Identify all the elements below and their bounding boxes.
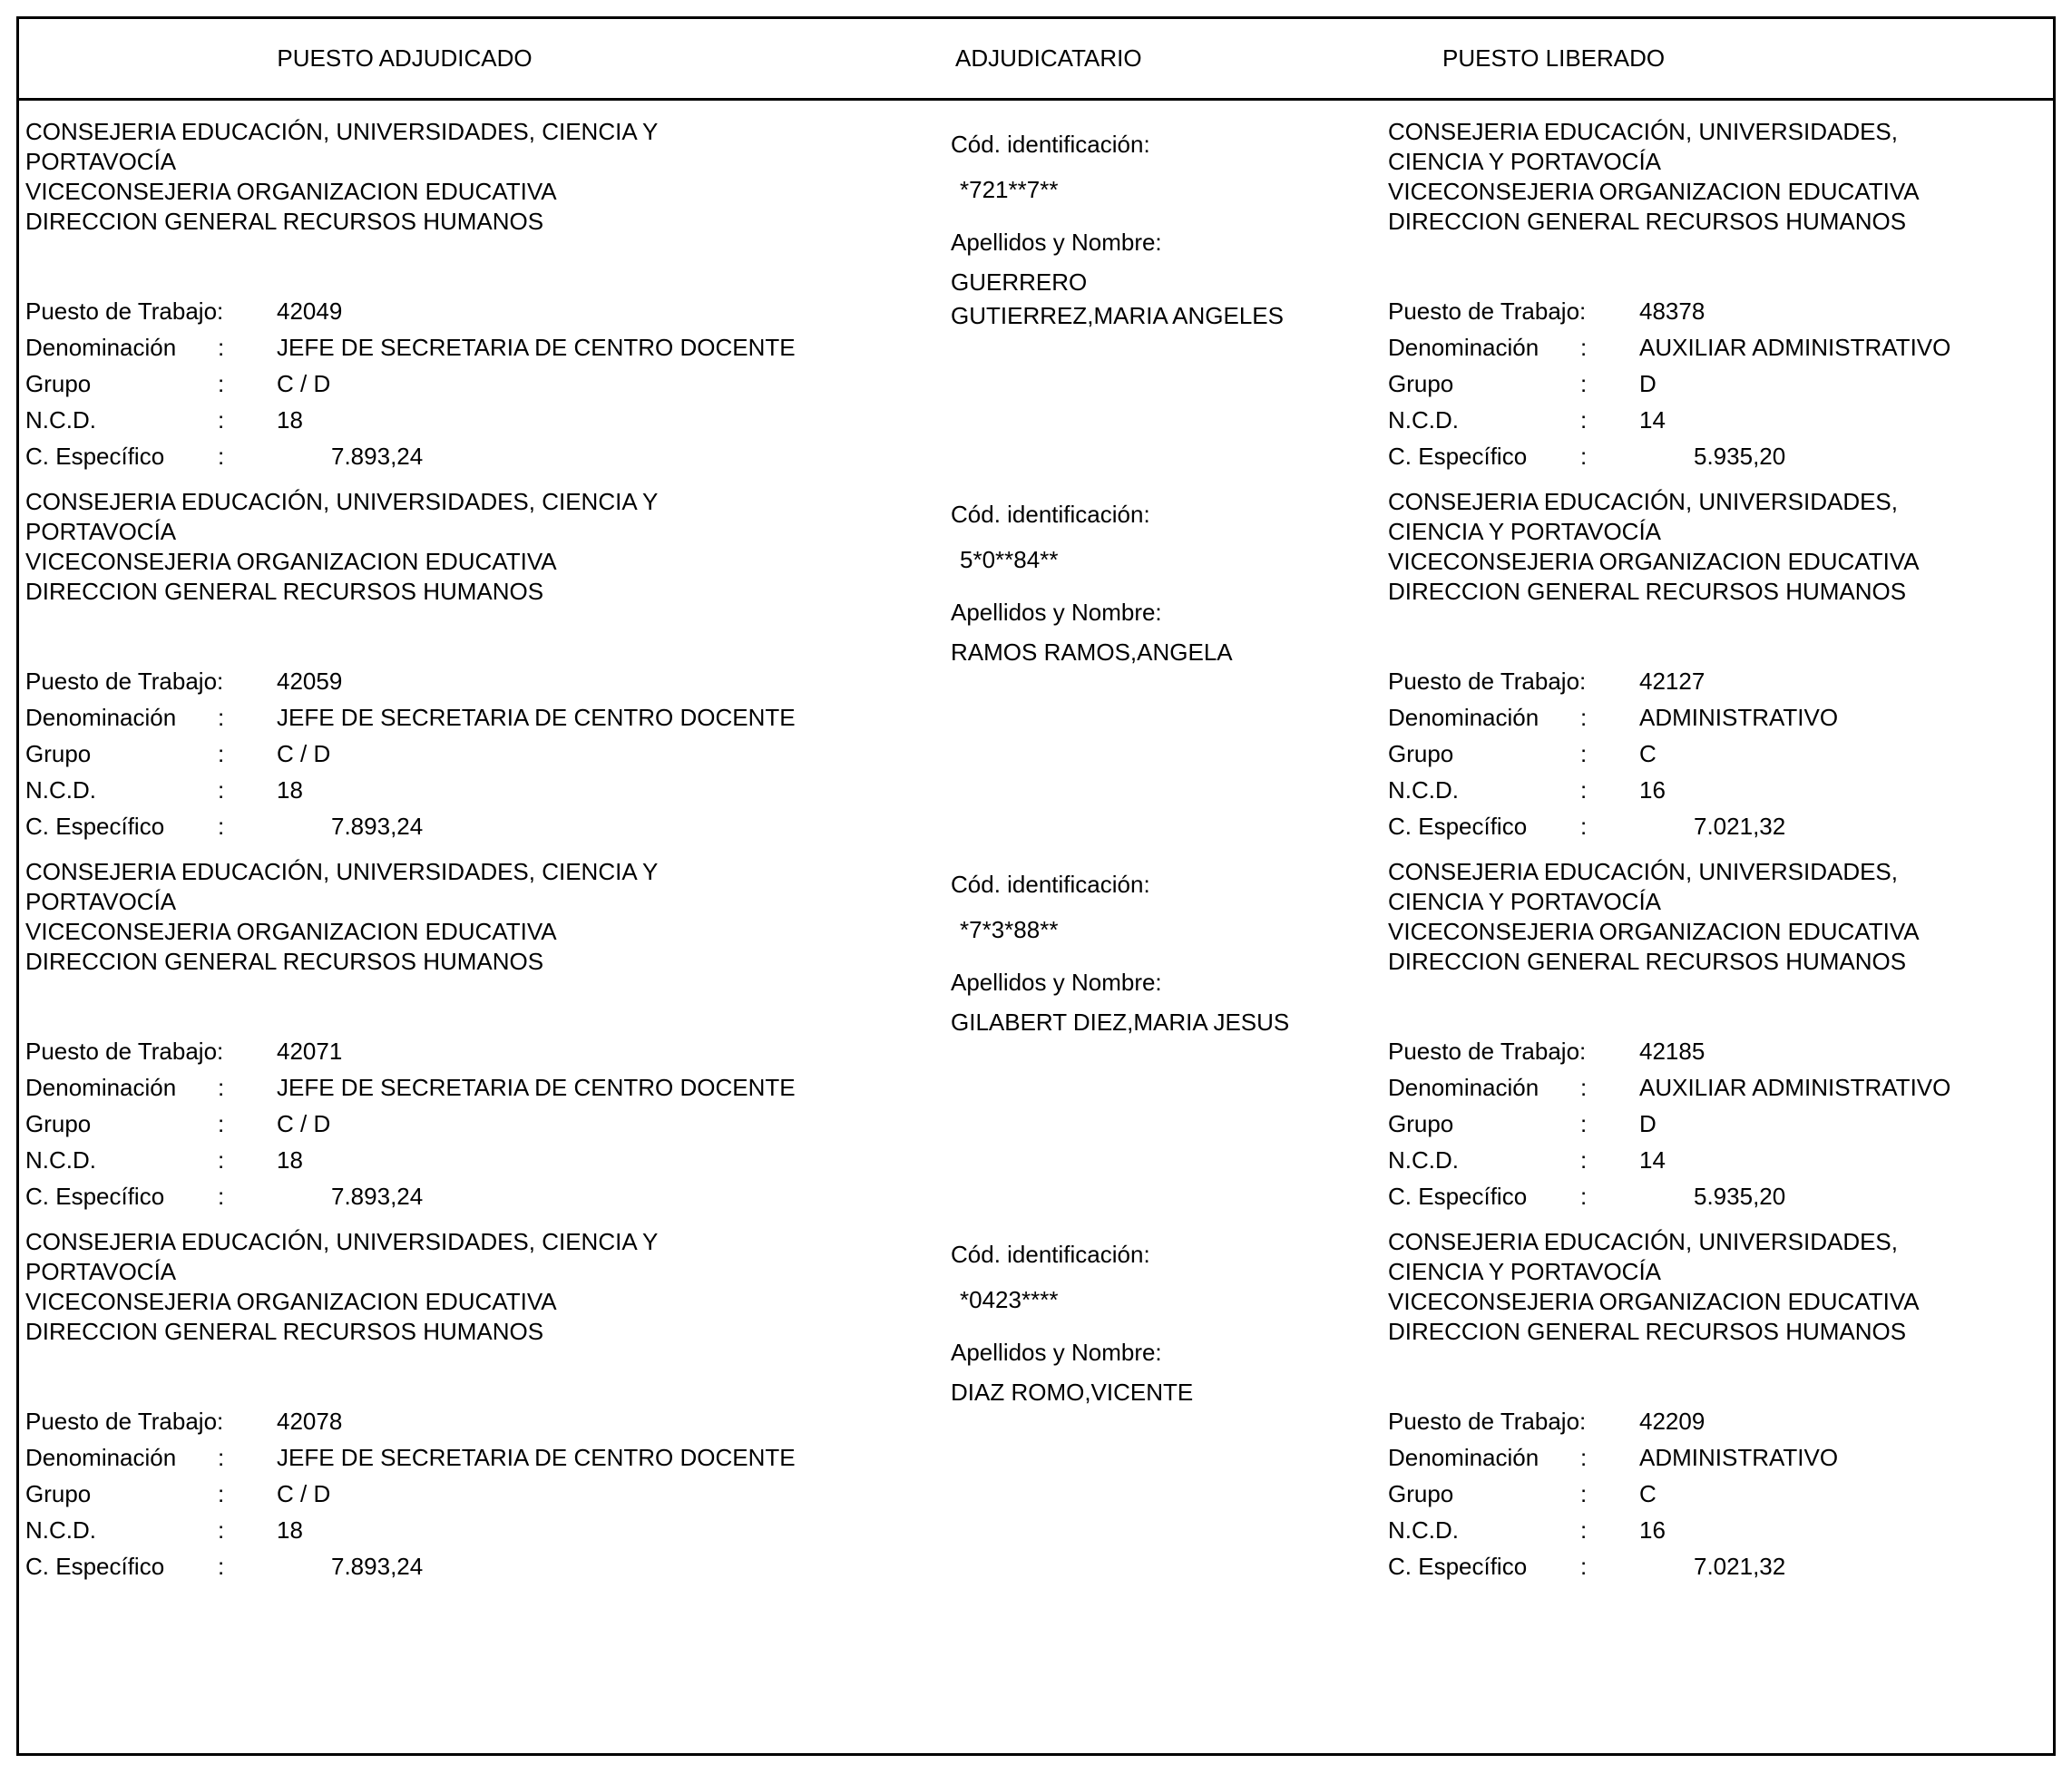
puesto-liberado-cell	[1362, 1227, 2053, 1597]
field-c-especifico	[1388, 808, 2044, 844]
field-value: 42185	[1639, 1038, 1705, 1065]
field-value: 14	[1639, 1146, 1666, 1174]
field-value: 48378	[1639, 297, 1705, 325]
colon: :	[218, 740, 225, 767]
field-puesto-trabajo	[25, 663, 926, 699]
org-hierarchy	[1388, 117, 2044, 237]
colon: :	[218, 776, 225, 804]
puesto-adjudicado-cell	[19, 857, 926, 1227]
field-value: 7.021,32	[1694, 813, 1786, 840]
colon: :	[1580, 370, 1588, 397]
text-line: CONSEJERIA EDUCACIÓN, UNIVERSIDADES,	[1388, 488, 1898, 515]
field-grupo	[25, 1476, 926, 1512]
field-grupo	[25, 736, 926, 772]
text-line: PORTAVOCÍA	[25, 148, 177, 175]
field-c-especifico	[25, 438, 926, 474]
field-value: 7.893,24	[331, 813, 424, 840]
field-value: 18	[277, 1516, 303, 1544]
colon	[1580, 663, 1639, 699]
colon: :	[218, 406, 225, 434]
field-denominacion	[1388, 1069, 2044, 1106]
field-puesto-trabajo	[1388, 1403, 2044, 1439]
text-line: CONSEJERIA EDUCACIÓN, UNIVERSIDADES, CIENCIA Y	[25, 488, 659, 515]
field-label: Grupo	[25, 1110, 92, 1137]
cod-identificacion-value: *0423****	[960, 1286, 1059, 1313]
field-label: Denominación	[25, 1074, 177, 1101]
field-value: 42209	[1639, 1408, 1705, 1435]
text-line: CONSEJERIA EDUCACIÓN, UNIVERSIDADES,	[1388, 118, 1898, 145]
colon: :	[1580, 776, 1588, 804]
text-line: VICECONSEJERIA ORGANIZACION EDUCATIVA	[25, 178, 557, 205]
field-puesto-trabajo	[1388, 293, 2044, 329]
colon: :	[1580, 443, 1588, 470]
colon: :	[1580, 1183, 1588, 1210]
field-label: C. Específico	[1388, 443, 1528, 470]
field-ncd	[1388, 1142, 2044, 1178]
detail-block	[1388, 663, 2044, 844]
field-value: AUXILIAR ADMINISTRATIVO	[1639, 1074, 1951, 1101]
field-value: 18	[277, 1146, 303, 1174]
text-line: CONSEJERIA EDUCACIÓN, UNIVERSIDADES,	[1388, 858, 1898, 885]
field-value: C / D	[277, 370, 331, 397]
cod-identificacion-label: Cód. identificación:	[951, 1241, 1150, 1268]
cod-identificacion-label: Cód. identificación:	[951, 501, 1150, 528]
field-label: Denominación	[25, 704, 177, 731]
column-header-adjudicatario: ADJUDICATARIO	[955, 44, 1142, 72]
field-label: C. Específico	[25, 1553, 165, 1580]
field-ncd	[1388, 772, 2044, 808]
field-c-especifico	[25, 1178, 926, 1214]
colon	[218, 663, 277, 699]
field-puesto-trabajo	[25, 293, 926, 329]
colon: :	[218, 1480, 225, 1507]
field-value: C / D	[277, 740, 331, 767]
detail-block	[25, 293, 926, 474]
org-hierarchy	[25, 487, 926, 607]
text-line: PORTAVOCÍA	[25, 1258, 177, 1285]
field-c-especifico	[25, 808, 926, 844]
text-line: PORTAVOCÍA	[25, 518, 177, 545]
field-value: 5.935,20	[1694, 1183, 1786, 1210]
field-denominacion	[1388, 329, 2044, 366]
colon: :	[218, 1074, 225, 1101]
apellidos-nombre-value	[951, 266, 1341, 333]
colon	[1580, 1403, 1639, 1439]
field-denominacion	[25, 699, 926, 736]
puesto-liberado-cell	[1362, 857, 2053, 1227]
text-line: DIRECCION GENERAL RECURSOS HUMANOS	[1388, 578, 1907, 605]
field-label: Puesto de Trabajo:	[25, 1038, 224, 1065]
cod-identificacion-value: *721**7**	[960, 176, 1059, 203]
text-line: PORTAVOCÍA	[25, 888, 177, 915]
colon	[218, 1033, 277, 1069]
field-value: 7.021,32	[1694, 1553, 1786, 1580]
field-label: Grupo	[1388, 370, 1454, 397]
field-grupo	[25, 366, 926, 402]
field-value: C	[1639, 1480, 1657, 1507]
detail-block	[1388, 1403, 2044, 1584]
detail-block	[25, 1033, 926, 1214]
text-line: DIRECCION GENERAL RECURSOS HUMANOS	[25, 208, 544, 235]
field-label: N.C.D.	[25, 776, 96, 804]
field-ncd	[25, 402, 926, 438]
colon: :	[1580, 1110, 1588, 1137]
text-line: CIENCIA Y PORTAVOCÍA	[1388, 518, 1662, 545]
field-label: Puesto de Trabajo:	[25, 1408, 224, 1435]
field-label: N.C.D.	[25, 1146, 96, 1174]
text-line: CIENCIA Y PORTAVOCÍA	[1388, 888, 1662, 915]
field-label: Grupo	[25, 370, 92, 397]
colon: :	[218, 334, 225, 361]
text-line: CONSEJERIA EDUCACIÓN, UNIVERSIDADES, CIENCIA Y	[25, 1228, 659, 1255]
apellidos-nombre-label: Apellidos y Nombre:	[951, 969, 1162, 996]
field-value: JEFE DE SECRETARIA DE CENTRO DOCENTE	[277, 334, 796, 361]
colon: :	[218, 370, 225, 397]
text-line: GUTIERREZ,MARIA ANGELES	[951, 302, 1284, 329]
field-value: JEFE DE SECRETARIA DE CENTRO DOCENTE	[277, 704, 796, 731]
field-grupo	[25, 1106, 926, 1142]
table-header	[19, 19, 2053, 101]
field-value: AUXILIAR ADMINISTRATIVO	[1639, 334, 1951, 361]
field-value: 42127	[1639, 668, 1705, 695]
field-puesto-trabajo	[1388, 663, 2044, 699]
field-c-especifico	[25, 1548, 926, 1584]
field-label: Grupo	[25, 1480, 92, 1507]
adjudicatario-cell	[926, 857, 1362, 1227]
field-value: 16	[1639, 776, 1666, 804]
field-label: Puesto de Trabajo:	[1388, 1408, 1587, 1435]
text-line: VICECONSEJERIA ORGANIZACION EDUCATIVA	[25, 918, 557, 945]
record-row	[19, 857, 2053, 1227]
field-value: 42071	[277, 1038, 343, 1065]
text-line: DIRECCION GENERAL RECURSOS HUMANOS	[25, 578, 544, 605]
field-ncd	[1388, 1512, 2044, 1548]
colon: :	[218, 704, 225, 731]
field-label: Puesto de Trabajo:	[1388, 297, 1587, 325]
colon: :	[218, 1183, 225, 1210]
colon: :	[218, 1110, 225, 1137]
field-value: D	[1639, 370, 1657, 397]
field-label: N.C.D.	[1388, 1516, 1459, 1544]
colon: :	[1580, 1444, 1588, 1471]
text-line: VICECONSEJERIA ORGANIZACION EDUCATIVA	[1388, 918, 1920, 945]
field-label: Denominación	[1388, 334, 1539, 361]
field-c-especifico	[1388, 1178, 2044, 1214]
field-puesto-trabajo	[25, 1033, 926, 1069]
field-label: Grupo	[1388, 740, 1454, 767]
field-value: C / D	[277, 1480, 331, 1507]
records-container	[19, 101, 2053, 1597]
field-value: 16	[1639, 1516, 1666, 1544]
colon	[1580, 1033, 1639, 1069]
text-line: DIAZ ROMO,VICENTE	[951, 1379, 1194, 1406]
apellidos-nombre-label: Apellidos y Nombre:	[951, 599, 1162, 626]
field-label: C. Específico	[1388, 1553, 1528, 1580]
text-line: DIRECCION GENERAL RECURSOS HUMANOS	[1388, 1318, 1907, 1345]
colon: :	[1580, 813, 1588, 840]
org-hierarchy	[25, 857, 926, 977]
cod-identificacion-value: 5*0**84**	[960, 546, 1059, 573]
field-value: ADMINISTRATIVO	[1639, 1444, 1839, 1471]
apellidos-nombre-value	[951, 636, 1341, 669]
column-header-puesto-liberado: PUESTO LIBERADO	[1442, 44, 1666, 72]
field-value: 7.893,24	[331, 1183, 424, 1210]
field-label: C. Específico	[25, 443, 165, 470]
detail-block	[1388, 1033, 2044, 1214]
colon	[218, 1403, 277, 1439]
cod-identificacion-label: Cód. identificación:	[951, 131, 1150, 158]
puesto-adjudicado-cell	[19, 117, 926, 487]
field-value: 18	[277, 776, 303, 804]
detail-block	[1388, 293, 2044, 474]
apellidos-nombre-label: Apellidos y Nombre:	[951, 1339, 1162, 1366]
field-label: N.C.D.	[25, 406, 96, 434]
field-c-especifico	[1388, 438, 2044, 474]
text-line: CIENCIA Y PORTAVOCÍA	[1388, 1258, 1662, 1285]
field-label: Puesto de Trabajo:	[25, 668, 224, 695]
colon: :	[218, 813, 225, 840]
field-denominacion	[25, 1439, 926, 1476]
text-line: DIRECCION GENERAL RECURSOS HUMANOS	[25, 1318, 544, 1345]
field-value: JEFE DE SECRETARIA DE CENTRO DOCENTE	[277, 1074, 796, 1101]
document-table-border	[16, 16, 2056, 1756]
field-value: 7.893,24	[331, 443, 424, 470]
colon: :	[218, 1444, 225, 1471]
field-value: C / D	[277, 1110, 331, 1137]
adjudicatario-cell	[926, 487, 1362, 857]
field-label: Denominación	[1388, 1074, 1539, 1101]
field-label: N.C.D.	[1388, 406, 1459, 434]
field-label: Puesto de Trabajo:	[1388, 668, 1587, 695]
field-ncd	[25, 1142, 926, 1178]
colon: :	[1580, 334, 1588, 361]
field-grupo	[1388, 736, 2044, 772]
colon: :	[1580, 406, 1588, 434]
adjudicatario-cell	[926, 1227, 1362, 1597]
field-value: 42059	[277, 668, 343, 695]
text-line: CONSEJERIA EDUCACIÓN, UNIVERSIDADES,	[1388, 1228, 1898, 1255]
field-label: N.C.D.	[1388, 776, 1459, 804]
field-label: C. Específico	[25, 1183, 165, 1210]
field-ncd	[25, 772, 926, 808]
field-grupo	[1388, 366, 2044, 402]
field-value: 18	[277, 406, 303, 434]
org-hierarchy	[1388, 857, 2044, 977]
puesto-adjudicado-cell	[19, 1227, 926, 1597]
field-label: Grupo	[25, 740, 92, 767]
field-c-especifico	[1388, 1548, 2044, 1584]
puesto-liberado-cell	[1362, 117, 2053, 487]
record-row	[19, 117, 2053, 487]
text-line: VICECONSEJERIA ORGANIZACION EDUCATIVA	[25, 1288, 557, 1315]
colon: :	[218, 1553, 225, 1580]
field-denominacion	[1388, 1439, 2044, 1476]
field-value: 42049	[277, 297, 343, 325]
cod-identificacion-value: *7*3*88**	[960, 916, 1059, 943]
colon	[218, 293, 277, 329]
record-row	[19, 487, 2053, 857]
field-grupo	[1388, 1106, 2044, 1142]
field-label: Puesto de Trabajo:	[1388, 1038, 1587, 1065]
adjudicatario-cell	[926, 117, 1362, 487]
colon: :	[1580, 1553, 1588, 1580]
text-line: DIRECCION GENERAL RECURSOS HUMANOS	[1388, 208, 1907, 235]
field-label: N.C.D.	[25, 1516, 96, 1544]
text-line: VICECONSEJERIA ORGANIZACION EDUCATIVA	[25, 548, 557, 575]
field-value: 14	[1639, 406, 1666, 434]
field-puesto-trabajo	[1388, 1033, 2044, 1069]
colon: :	[1580, 1074, 1588, 1101]
colon: :	[1580, 1480, 1588, 1507]
colon	[1580, 293, 1639, 329]
text-line: RAMOS RAMOS,ANGELA	[951, 638, 1233, 666]
text-line: GILABERT DIEZ,MARIA JESUS	[951, 1009, 1290, 1036]
field-label: Denominación	[1388, 1444, 1539, 1471]
detail-block	[25, 1403, 926, 1584]
colon: :	[1580, 704, 1588, 731]
colon: :	[1580, 740, 1588, 767]
field-value: C	[1639, 740, 1657, 767]
org-hierarchy	[1388, 1227, 2044, 1347]
text-line: GUERRERO	[951, 268, 1088, 296]
puesto-liberado-cell	[1362, 487, 2053, 857]
field-label: N.C.D.	[1388, 1146, 1459, 1174]
field-value: 7.893,24	[331, 1553, 424, 1580]
text-line: CONSEJERIA EDUCACIÓN, UNIVERSIDADES, CIENCIA Y	[25, 858, 659, 885]
org-hierarchy	[25, 117, 926, 237]
field-grupo	[1388, 1476, 2044, 1512]
field-denominacion	[25, 329, 926, 366]
detail-block	[25, 663, 926, 844]
column-header-puesto-adjudicado: PUESTO ADJUDICADO	[277, 44, 533, 72]
field-denominacion	[1388, 699, 2044, 736]
field-value: JEFE DE SECRETARIA DE CENTRO DOCENTE	[277, 1444, 796, 1471]
field-denominacion	[25, 1069, 926, 1106]
colon: :	[1580, 1146, 1588, 1174]
text-line: CIENCIA Y PORTAVOCÍA	[1388, 148, 1662, 175]
field-puesto-trabajo	[25, 1403, 926, 1439]
apellidos-nombre-label: Apellidos y Nombre:	[951, 229, 1162, 256]
colon: :	[1580, 1516, 1588, 1544]
field-label: Denominación	[25, 334, 177, 361]
text-line: VICECONSEJERIA ORGANIZACION EDUCATIVA	[1388, 1288, 1920, 1315]
field-value: ADMINISTRATIVO	[1639, 704, 1839, 731]
text-line: DIRECCION GENERAL RECURSOS HUMANOS	[25, 948, 544, 975]
field-label: C. Específico	[1388, 813, 1528, 840]
field-value: D	[1639, 1110, 1657, 1137]
text-line: VICECONSEJERIA ORGANIZACION EDUCATIVA	[1388, 178, 1920, 205]
apellidos-nombre-value	[951, 1376, 1341, 1409]
puesto-adjudicado-cell	[19, 487, 926, 857]
field-value: 42078	[277, 1408, 343, 1435]
field-ncd	[1388, 402, 2044, 438]
colon: :	[218, 443, 225, 470]
field-label: C. Específico	[25, 813, 165, 840]
org-hierarchy	[1388, 487, 2044, 607]
field-ncd	[25, 1512, 926, 1548]
field-label: Grupo	[1388, 1480, 1454, 1507]
field-label: Denominación	[25, 1444, 177, 1471]
field-label: C. Específico	[1388, 1183, 1528, 1210]
text-line: DIRECCION GENERAL RECURSOS HUMANOS	[1388, 948, 1907, 975]
colon: :	[218, 1146, 225, 1174]
field-label: Puesto de Trabajo:	[25, 297, 224, 325]
cod-identificacion-label: Cód. identificación:	[951, 871, 1150, 898]
field-value: 5.935,20	[1694, 443, 1786, 470]
field-label: Denominación	[1388, 704, 1539, 731]
text-line: CONSEJERIA EDUCACIÓN, UNIVERSIDADES, CIENCIA Y	[25, 118, 659, 145]
apellidos-nombre-value	[951, 1006, 1341, 1039]
org-hierarchy	[25, 1227, 926, 1347]
field-label: Grupo	[1388, 1110, 1454, 1137]
record-row	[19, 1227, 2053, 1597]
text-line: VICECONSEJERIA ORGANIZACION EDUCATIVA	[1388, 548, 1920, 575]
colon: :	[218, 1516, 225, 1544]
